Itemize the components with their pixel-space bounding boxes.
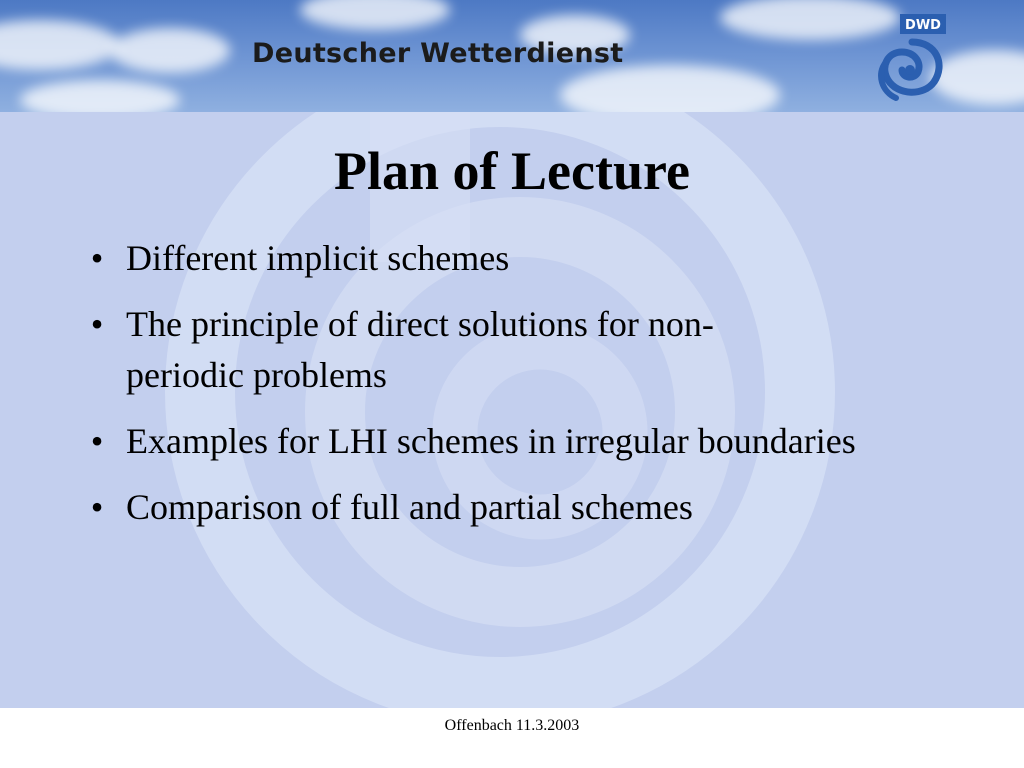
header-banner <box>0 0 1024 112</box>
dwd-swirl-logo-icon <box>872 12 952 102</box>
bullet-item <box>82 299 882 401</box>
bullet-dot-icon: • <box>90 487 104 527</box>
cloud-decoration <box>110 28 230 73</box>
cloud-decoration <box>300 0 450 30</box>
bullet-dot-icon: • <box>90 304 104 344</box>
slide-title: Plan of Lecture <box>334 141 690 201</box>
cloud-decoration <box>0 20 120 70</box>
brand-title: Deutscher Wetterdienst <box>252 38 624 69</box>
bullet-text: Examples for LHI schemes in irregular boundaries <box>126 421 856 461</box>
logo-swirl-center <box>905 65 915 75</box>
footer-text: Offenbach 11.3.2003 <box>444 717 580 734</box>
bullet-text: Different implicit schemes <box>126 238 510 278</box>
bullet-text: Comparison of full and partial schemes <box>126 487 693 527</box>
bullet-item <box>82 482 882 533</box>
bullet-dot-icon: • <box>90 238 104 278</box>
bullet-text: The principle of direct solutions for non- periodic problems <box>126 304 714 395</box>
bullet-dot-icon: • <box>90 421 104 461</box>
slide-footer <box>0 708 1024 768</box>
bullet-item <box>82 233 882 284</box>
cloud-decoration <box>20 80 180 112</box>
logo-text: DWD <box>905 18 941 33</box>
cloud-decoration <box>560 65 780 112</box>
bullet-list <box>82 233 882 548</box>
bullet-item <box>82 416 882 467</box>
